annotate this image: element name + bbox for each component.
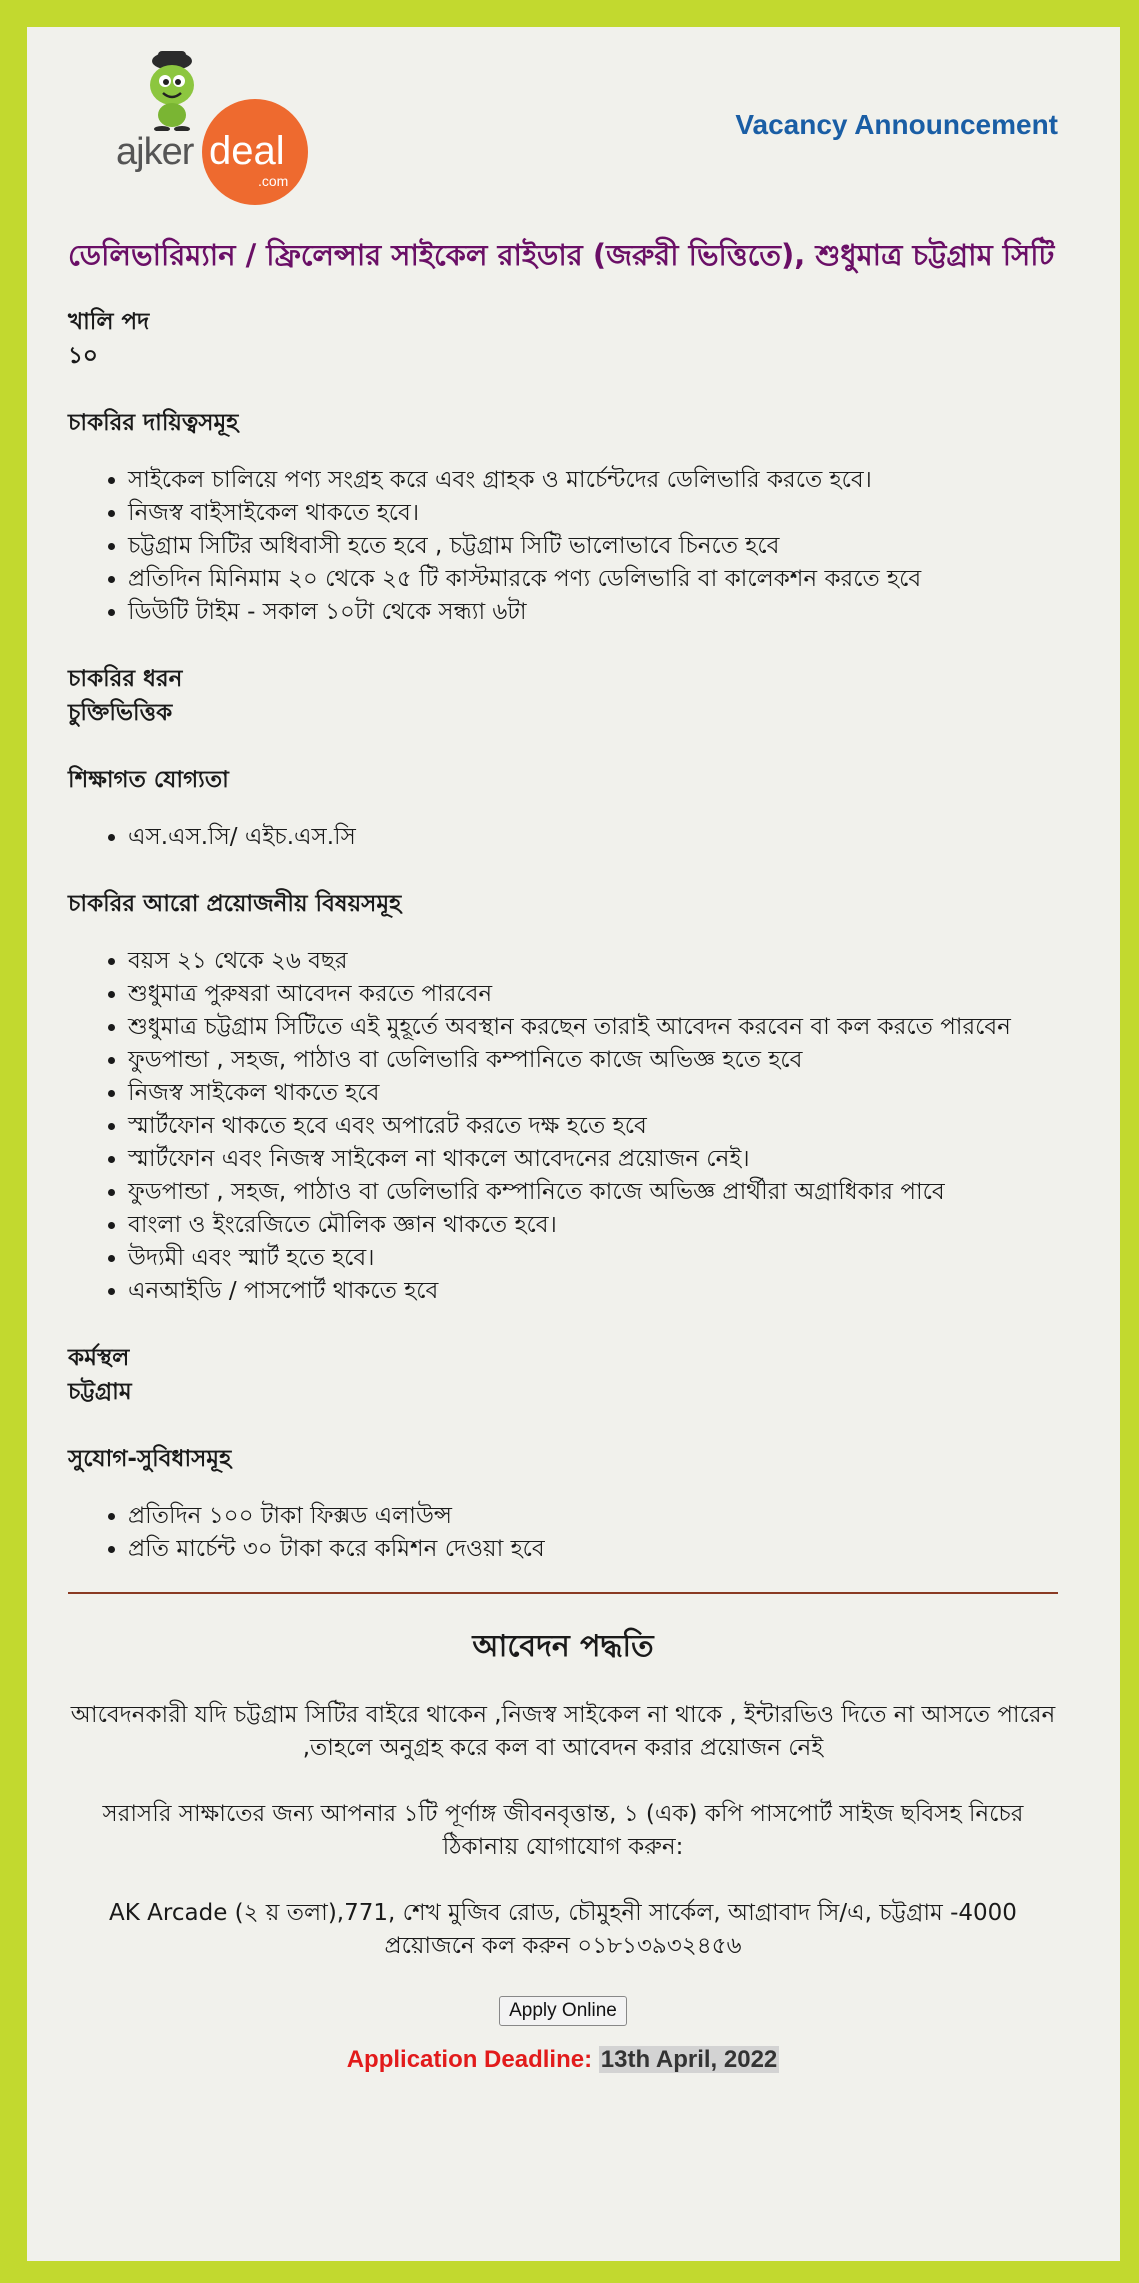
list-item: • স্মার্টফোন থাকতে হবে এবং অপারেট করতে দক্ষ হতে হবে <box>128 1110 1058 1143</box>
benefits-list <box>68 1500 1058 1566</box>
list-item: • নিজস্ব সাইকেল থাকতে হবে <box>128 1077 1058 1110</box>
list-item: • এস.এস.সি/ এইচ.এস.সি <box>128 821 1058 854</box>
section-divider <box>68 1592 1058 1594</box>
logo-text-ajker: ajker <box>116 131 194 173</box>
list-item: • প্রতিদিন মিনিমাম ২০ থেকে ২৫ টি কাস্টমারকে পণ্য ডেলিভারি বা কালেকশন করতে হবে <box>128 563 1058 596</box>
location-value: চট্টগ্রাম <box>68 1379 132 1405</box>
list-item: • এনআইডি / পাসপোর্ট থাকতে হবে <box>128 1275 1058 1308</box>
location-label: কর্মস্থল <box>68 1345 130 1371</box>
deadline-date: 13th April, 2022 <box>600 2046 778 2073</box>
vacancy-announcement-title: Vacancy Announcement <box>735 109 1058 140</box>
apply-heading: আবেদন পদ্ধতি <box>472 1629 654 1664</box>
vacancy-label: খালি পদ <box>68 309 150 335</box>
responsibilities-label: চাকরির দায়িত্বসমূহ <box>68 410 239 436</box>
education-list <box>68 821 1058 854</box>
deadline-label: Application Deadline: <box>346 2046 593 2073</box>
requirements-list <box>68 945 1058 1308</box>
apply-instructions: সরাসরি সাক্ষাতের জন্য আপনার ১টি পূর্ণাঙ্গ জীবনবৃত্তান্ত, ১ (এক) কপি পাসপোর্ট সাইজ ছবিসহ নিচের ঠিকানায় যোগাযোগ করুন: <box>102 1801 1024 1860</box>
ajkerdeal-logo <box>112 45 312 195</box>
announcement-card <box>27 27 1120 2261</box>
list-item: • ডিউটি টাইম - সকাল ১০টা থেকে সন্ধ্যা ৬টা <box>128 596 1058 629</box>
list-item: • নিজস্ব বাইসাইকেল থাকতে হবে। <box>128 497 1058 530</box>
benefits-label: সুযোগ-সুবিধাসমূহ <box>68 1446 232 1472</box>
list-item: • বয়স ২১ থেকে ২৬ বছর <box>128 945 1058 978</box>
address-text: AK Arcade (২ য় তলা),771, শেখ মুজিব রোড, চৌমুহনী সার্কেল, আগ্রাবাদ সি/এ, চট্টগ্রাম -4000 <box>109 1900 1017 1926</box>
mascot-icon <box>132 45 212 131</box>
vacancy-value: ১০ <box>68 343 98 369</box>
list-item: • চট্টগ্রাম সিটির অধিবাসী হতে হবে , চট্টগ্রাম সিটি ভালোভাবে চিনতে হবে <box>128 530 1058 563</box>
job-type-label: চাকরির ধরন <box>68 666 183 692</box>
phone-text: প্রয়োজনে কল করুন ০১৮১৩৯৩২৪৫৬ <box>384 1933 742 1959</box>
list-item: • স্মার্টফোন এবং নিজস্ব সাইকেল না থাকলে আবেদনের প্রয়োজন নেই। <box>128 1143 1058 1176</box>
education-label: শিক্ষাগত যোগ্যতা <box>68 767 229 793</box>
header <box>68 27 1058 187</box>
list-item: • শুধুমাত্র চট্টগ্রাম সিটিতে এই মুহূর্তে অবস্থান করছেন তারাই আবেদন করবেন বা কল করতে পারবেন <box>128 1011 1058 1044</box>
apply-button-wrap <box>68 1996 1058 2026</box>
application-deadline <box>68 2046 1058 2074</box>
apply-address <box>68 1897 1058 1963</box>
responsibilities-list <box>68 464 1058 629</box>
requirements-label: চাকরির আরো প্রয়োজনীয় বিষয়সমূহ <box>68 891 402 917</box>
list-item: • সাইকেল চালিয়ে পণ্য সংগ্রহ করে এবং গ্রাহক ও মার্চেন্টদের ডেলিভারি করতে হবে। <box>128 464 1058 497</box>
list-item: • প্রতি মার্চেন্ট ৩০ টাকা করে কমিশন দেওয়া হবে <box>128 1533 1058 1566</box>
list-item: • শুধুমাত্র পুরুষরা আবেদন করতে পারবেন <box>128 978 1058 1011</box>
job-type-value: চুক্তিভিত্তিক <box>68 700 173 726</box>
apply-online-button[interactable]: Apply Online <box>499 1996 627 2026</box>
list-item: • বাংলা ও ইংরেজিতে মৌলিক জ্ঞান থাকতে হবে। <box>128 1209 1058 1242</box>
list-item: • প্রতিদিন ১০০ টাকা ফিক্সড এলাউন্স <box>128 1500 1058 1533</box>
logo-text-com: .com <box>258 173 289 189</box>
list-item: • ফুডপান্ডা , সহজ, পাঠাও বা ডেলিভারি কম্পানিতে কাজে অভিজ্ঞ প্রার্থীরা অগ্রাধিকার পাবে <box>128 1176 1058 1209</box>
job-title: ডেলিভারিম্যান / ফ্রিলেন্সার সাইকেল রাইডার (জরুরী ভিত্তিতে), শুধুমাত্র চট্টগ্রাম সিটি <box>68 238 1055 272</box>
list-item: • ফুডপান্ডা , সহজ, পাঠাও বা ডেলিভারি কম্পানিতে কাজে অভিজ্ঞ হতে হবে <box>128 1044 1058 1077</box>
list-item: • উদ্যমী এবং স্মার্ট হতে হবে। <box>128 1242 1058 1275</box>
logo-text-deal: deal <box>209 129 285 173</box>
apply-note: আবেদনকারী যদি চট্টগ্রাম সিটির বাইরে থাকেন ,নিজস্ব সাইকেল না থাকে , ইন্টারভিও দিতে না আসতে পারেন ,তাহলে অনুগ্রহ করে কল বা আবেদন করার প্রয়োজন নেই <box>70 1702 1056 1761</box>
